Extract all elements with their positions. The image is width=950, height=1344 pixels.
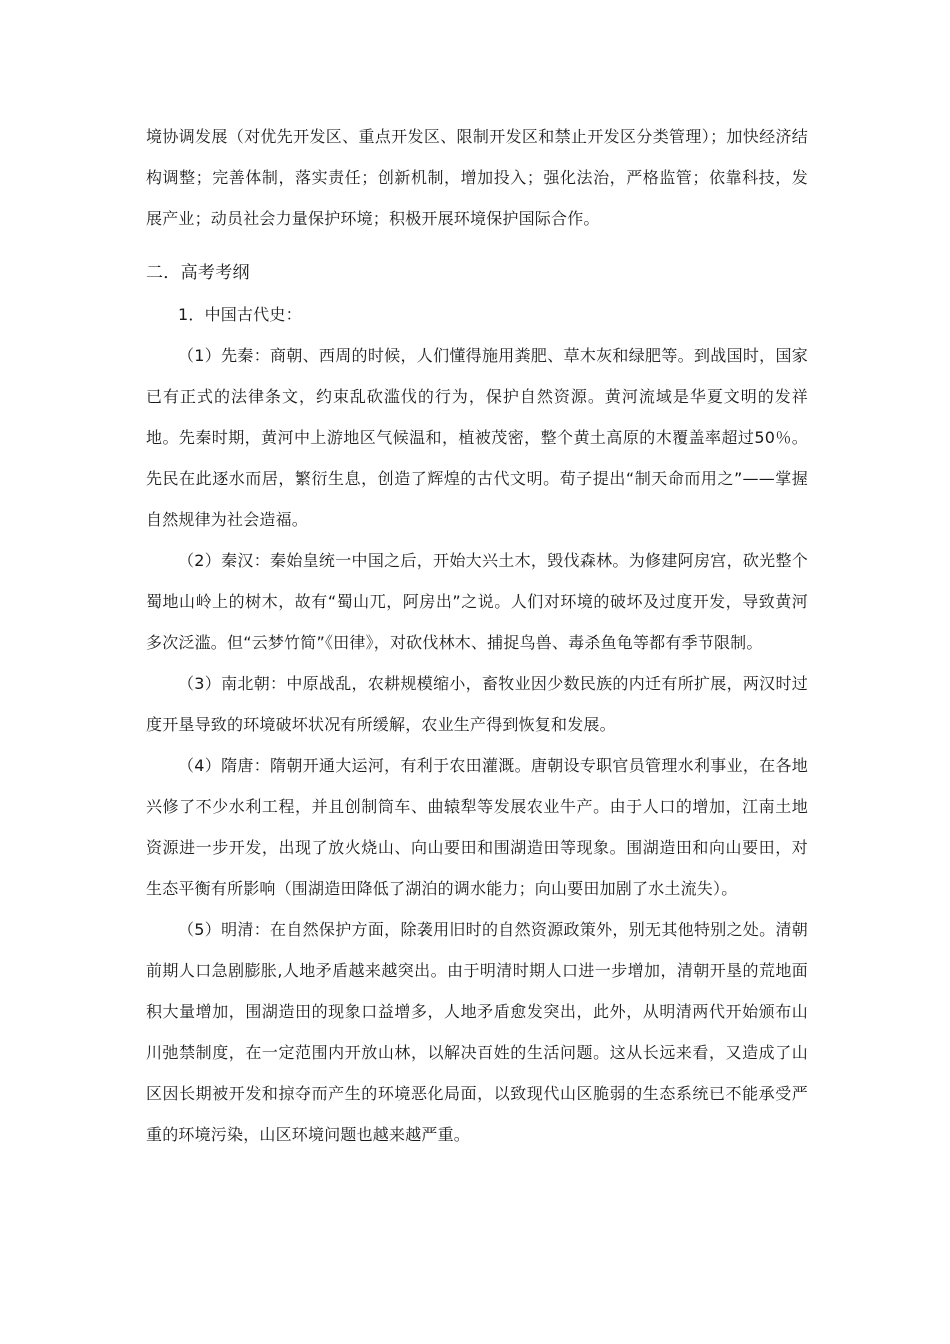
- intro-paragraph: 境协调发展（对优先开发区、重点开发区、限制开发区和禁止开发区分类管理）；加快经济结构调整；完善体制，落实责任；创新机制，增加投入；强化法治，严格监管；依靠科技，发展产业；动员社会力量保护环境；积极开展环境保护国际合作。: [146, 127, 808, 228]
- item-qin-han: （2）秦汉：秦始皇统一中国之后，开始大兴土木，毁伐森林。为修建阿房宫，砍光整个蜀地山岭上的树木，故有“蜀山兀，阿房出”之说。人们对环境的破坏及过度开发，导致黄河多次泛滥。但“云梦竹简”《田律》，对砍伐林木、捕捉鸟兽、毒杀鱼龟等都有季节限制。: [146, 551, 808, 652]
- item-sui-tang: （4）隋唐：隋朝开通大运河，有利于农田灌溉。唐朝设专职官员管理水利事业，在各地兴修了不少水利工程，并且创制筒车、曲辕犁等发展农业牛产。由于人口的增加，江南土地资源进一步开发，出现了放火烧山、向山要田和围湖造田等现象。围湖造田和向山要田，对生态平衡有所影响（围湖造田降低了湖泊的调水能力；向山要田加剧了水土流失）。: [146, 756, 808, 898]
- item-pre-qin: （1）先秦：商朝、西周的时候，人们懂得施用粪肥、草木灰和绿肥等。到战国时，国家已有正式的法律条文，约束乱砍滥伐的行为，保护自然资源。黄河流域是华夏文明的发祥地。先秦时期，黄河中上游地区气候温和，植被茂密，整个黄土高原的木覆盖率超过50％。先民在此逐水而居，繁衍生息，创造了辉煌的古代文明。荀子提出“制天命而用之”——掌握自然规律为社会造福。: [146, 346, 808, 529]
- item-ming-qing: （5）明清：在自然保护方面，除袭用旧时的自然资源政策外，别无其他特别之处。清朝前期人口急剧膨胀,人地矛盾越来越突出。由于明清时期人口进一步增加，清朝开垦的荒地面积大量增加，围湖造田的现象口益增多，人地矛盾愈发突出，此外，从明清两代开始颁布山川弛禁制度，在一定范围内开放山林，以解决百姓的生活问题。这从长远来看，又造成了山区因长期被开发和掠夺而产生的环境恶化局面，以致现代山区脆弱的生态系统已不能承受严重的环境污染，山区环境问题也越来越严重。: [146, 920, 808, 1144]
- section-heading: 二．高考考纲: [146, 263, 250, 283]
- document-body: [146, 116, 808, 1155]
- subsection-title: 1．中国古代史：: [178, 305, 302, 324]
- item-southern-northern: （3）南北朝：中原战乱，农耕规模缩小，畜牧业因少数民族的内迁有所扩展，两汉时过度开垦导致的环境破坏状况有所缓解，农业生产得到恢复和发展。: [146, 674, 808, 734]
